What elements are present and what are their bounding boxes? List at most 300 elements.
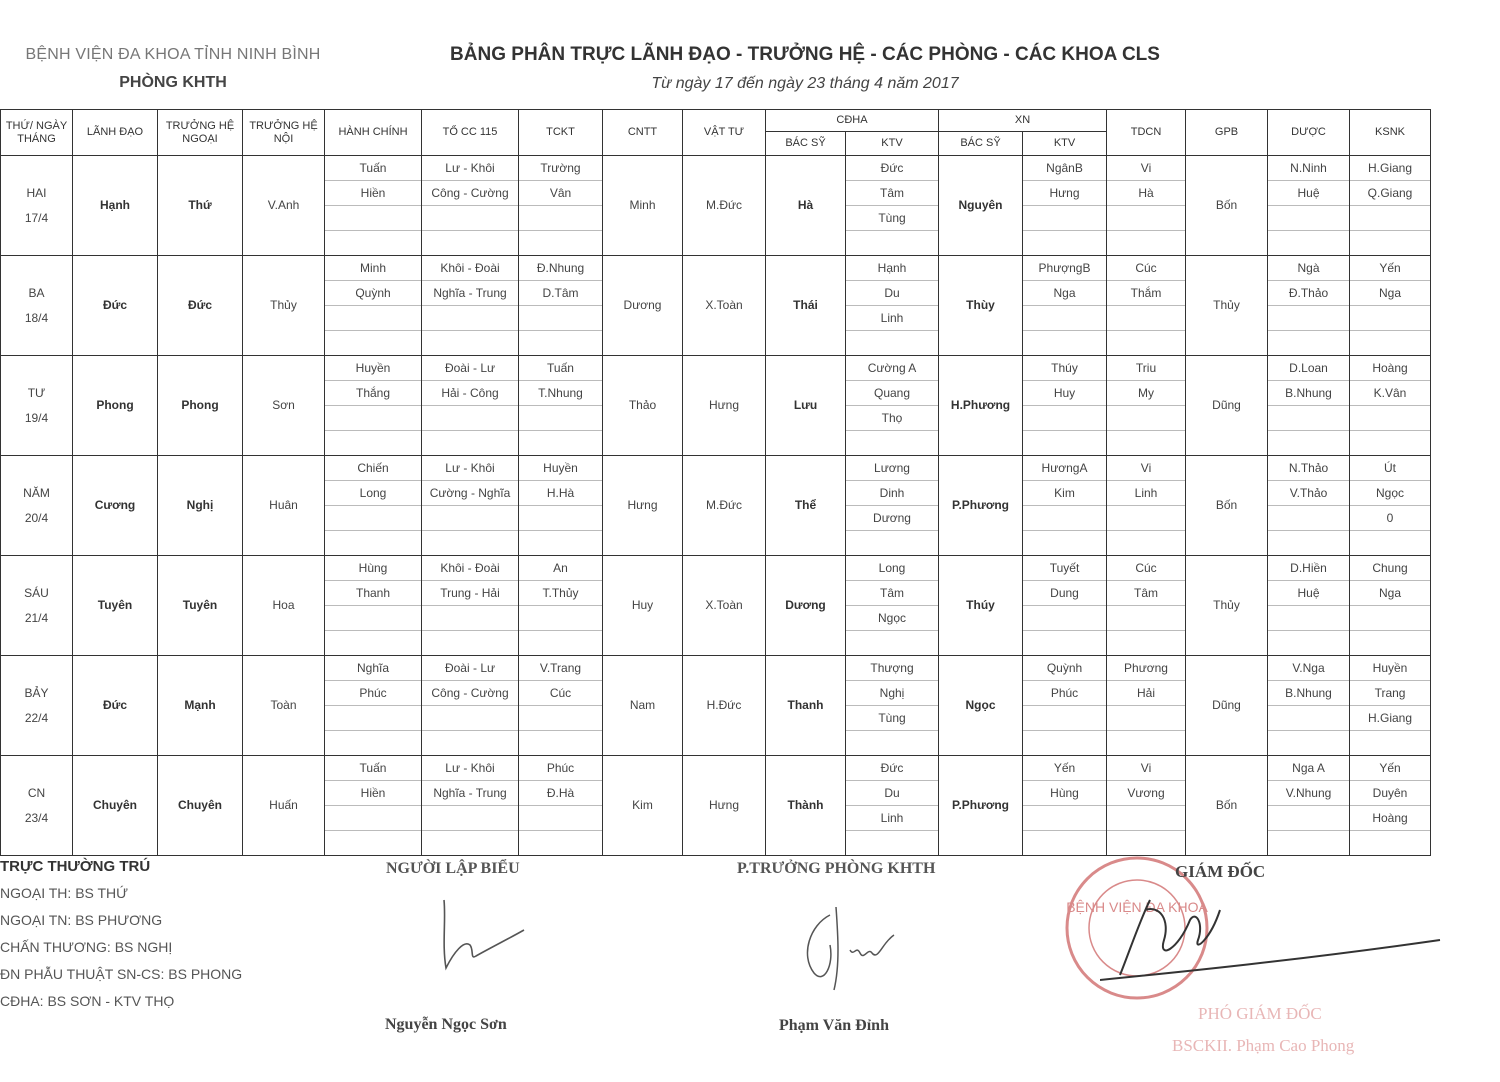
cell-tckt bbox=[519, 756, 603, 856]
admin-line: Nghĩa bbox=[325, 656, 421, 681]
tdcn-line bbox=[1107, 506, 1185, 531]
cell-cdha_ktv bbox=[846, 556, 939, 656]
resident-duty-item: CĐHA: BS SƠN - KTV THỌ bbox=[0, 993, 175, 1009]
ksnk-line: H.Giang bbox=[1350, 156, 1430, 181]
ksnk-line-empty bbox=[1350, 431, 1430, 455]
day-label: NĂM bbox=[23, 485, 50, 500]
ksnk-line-empty bbox=[1350, 631, 1430, 655]
document-header bbox=[420, 44, 1190, 93]
duoc-line: B.Nhung bbox=[1268, 381, 1349, 406]
cell-cdha_doctor bbox=[766, 256, 846, 356]
cell-head_outer bbox=[158, 556, 243, 656]
tckt-line: Vân bbox=[519, 181, 602, 206]
admin-line-empty bbox=[325, 531, 421, 555]
cc115-line: Công - Cường bbox=[422, 181, 518, 206]
cell-cdha_doctor bbox=[766, 156, 846, 256]
col-tdcn: TDCN bbox=[1107, 110, 1186, 156]
cell-xn_ktv bbox=[1023, 156, 1107, 256]
deputy-head-title: P.TRƯỞNG PHÒNG KHTH bbox=[737, 860, 936, 877]
cell-cdha_ktv bbox=[846, 356, 939, 456]
cell-tdcn bbox=[1107, 556, 1186, 656]
gpb-value: Bốn bbox=[1215, 198, 1238, 212]
tckt-line bbox=[519, 606, 602, 631]
ksnk-line-empty bbox=[1350, 231, 1430, 255]
cell-duoc bbox=[1268, 356, 1350, 456]
cdha_ktv-line: Thượng bbox=[846, 656, 938, 681]
cdha_doctor-value: Thể bbox=[794, 498, 817, 512]
director-signature bbox=[1100, 880, 1450, 990]
admin-line-empty bbox=[325, 831, 421, 855]
cell-tckt bbox=[519, 156, 603, 256]
tdcn-line: Cúc bbox=[1107, 556, 1185, 581]
cell-tdcn bbox=[1107, 356, 1186, 456]
cdha_ktv-line: Đức bbox=[846, 756, 938, 781]
ksnk-line: Ngọc bbox=[1350, 481, 1430, 506]
gpb-value: Thủy bbox=[1213, 298, 1240, 312]
cell-cdha_doctor bbox=[766, 556, 846, 656]
cell-gpb bbox=[1186, 156, 1268, 256]
table-row bbox=[1, 156, 1431, 256]
cell-cc115 bbox=[422, 456, 519, 556]
duoc-line: N.Thảo bbox=[1268, 456, 1349, 481]
cell-gpb bbox=[1186, 356, 1268, 456]
tckt-line-empty bbox=[519, 631, 602, 655]
cell-duoc bbox=[1268, 156, 1350, 256]
cdha_ktv-line-empty bbox=[846, 631, 938, 655]
duoc-line: N.Ninh bbox=[1268, 156, 1349, 181]
duoc-line bbox=[1268, 206, 1349, 231]
table-row bbox=[1, 256, 1431, 356]
tdcn-line: Triu bbox=[1107, 356, 1185, 381]
cell-vattu bbox=[683, 456, 766, 556]
vice-director-title: PHÓ GIÁM ĐỐC bbox=[1198, 1004, 1322, 1023]
tdcn-line bbox=[1107, 306, 1185, 331]
cdha_ktv-line: Long bbox=[846, 556, 938, 581]
duoc-line-empty bbox=[1268, 431, 1349, 455]
ksnk-line bbox=[1350, 406, 1430, 431]
xn_doctor-value: H.Phương bbox=[950, 398, 1011, 412]
cell-xn_ktv bbox=[1023, 656, 1107, 756]
col-gpb: GPB bbox=[1186, 110, 1268, 156]
duoc-line: Đ.Thảo bbox=[1268, 281, 1349, 306]
col-xn-ktv: KTV bbox=[1023, 132, 1107, 156]
cdha_ktv-line: Du bbox=[846, 281, 938, 306]
cell-xn_ktv bbox=[1023, 556, 1107, 656]
col-leader: LÃNH ĐẠO bbox=[73, 110, 158, 156]
ksnk-line: Huyền bbox=[1350, 656, 1430, 681]
cell-cdha_doctor bbox=[766, 456, 846, 556]
xn_ktv-line bbox=[1023, 406, 1106, 431]
head_inner-value: Huân bbox=[269, 498, 298, 512]
admin-line bbox=[325, 706, 421, 731]
xn_ktv-line: Quỳnh bbox=[1023, 656, 1106, 681]
cell-xn_doctor bbox=[939, 656, 1023, 756]
cell-duoc bbox=[1268, 656, 1350, 756]
cell-cntt bbox=[603, 356, 683, 456]
head_outer-value: Đức bbox=[187, 298, 213, 312]
tckt-line-empty bbox=[519, 431, 602, 455]
cell-cc115 bbox=[422, 756, 519, 856]
cc115-line bbox=[422, 506, 518, 531]
cdha_ktv-line: Tùng bbox=[846, 206, 938, 231]
vice-director-name: BSCKII. Phạm Cao Phong bbox=[1172, 1036, 1355, 1055]
leader-value: Hạnh bbox=[100, 198, 130, 212]
duoc-line bbox=[1268, 506, 1349, 531]
cdha_ktv-line: Linh bbox=[846, 306, 938, 331]
cell-day bbox=[1, 756, 73, 856]
admin-line: Hiền bbox=[325, 781, 421, 806]
cc115-line-empty bbox=[422, 631, 518, 655]
tdcn-line bbox=[1107, 706, 1185, 731]
table-row bbox=[1, 556, 1431, 656]
cc115-line: Khôi - Đoài bbox=[422, 256, 518, 281]
head_inner-value: Huấn bbox=[269, 798, 298, 812]
cntt-value: Huy bbox=[631, 598, 654, 612]
day-label: HAI bbox=[26, 185, 47, 200]
cell-admin bbox=[325, 556, 422, 656]
tckt-line: Tuấn bbox=[519, 356, 602, 381]
duoc-line: V.Thảo bbox=[1268, 481, 1349, 506]
cell-ksnk bbox=[1350, 456, 1431, 556]
cell-xn_ktv bbox=[1023, 456, 1107, 556]
admin-line bbox=[325, 306, 421, 331]
cell-cdha_ktv bbox=[846, 656, 939, 756]
cell-leader bbox=[73, 356, 158, 456]
vattu-value: Hưng bbox=[708, 798, 740, 812]
xn_ktv-line: Tuyết bbox=[1023, 556, 1106, 581]
hospital-name: BỆNH VIỆN ĐA KHOA TỈNH NINH BÌNH bbox=[25, 46, 321, 63]
tdcn-line: Tâm bbox=[1107, 581, 1185, 606]
admin-line bbox=[325, 506, 421, 531]
col-ksnk: KSNK bbox=[1350, 110, 1431, 156]
col-head-inner: TRƯỞNG HỆ NỘI bbox=[243, 110, 325, 156]
tckt-line-empty bbox=[519, 331, 602, 355]
ksnk-line-empty bbox=[1350, 331, 1430, 355]
resident-duty-block bbox=[0, 858, 360, 1015]
tckt-line: T.Thủy bbox=[519, 581, 602, 606]
table-row bbox=[1, 356, 1431, 456]
xn_ktv-line: Hưng bbox=[1023, 181, 1106, 206]
cdha_ktv-line: Lương bbox=[846, 456, 938, 481]
admin-line: Hùng bbox=[325, 556, 421, 581]
tdcn-line: Vi bbox=[1107, 756, 1185, 781]
leader-value: Cương bbox=[94, 498, 136, 512]
cdha_ktv-line: Tâm bbox=[846, 581, 938, 606]
tckt-line-empty bbox=[519, 731, 602, 755]
xn_ktv-line-empty bbox=[1023, 231, 1106, 255]
cell-gpb bbox=[1186, 756, 1268, 856]
cc115-line: Nghĩa - Trung bbox=[422, 281, 518, 306]
cell-head_outer bbox=[158, 256, 243, 356]
duoc-line: V.Nhung bbox=[1268, 781, 1349, 806]
date-label: 21/4 bbox=[24, 610, 49, 625]
gpb-value: Dũng bbox=[1212, 698, 1241, 712]
cdha_ktv-line-empty bbox=[846, 331, 938, 355]
duoc-line: D.Hiền bbox=[1268, 556, 1349, 581]
date-label: 20/4 bbox=[24, 510, 49, 525]
col-xn-doctor: BÁC SỸ bbox=[939, 132, 1023, 156]
cc115-line: Trung - Hải bbox=[422, 581, 518, 606]
tdcn-line: Hải bbox=[1107, 681, 1185, 706]
col-vattu: VẬT TƯ bbox=[683, 110, 766, 156]
cell-gpb bbox=[1186, 456, 1268, 556]
cell-head_outer bbox=[158, 756, 243, 856]
cdha_ktv-line: Du bbox=[846, 781, 938, 806]
cell-xn_ktv bbox=[1023, 256, 1107, 356]
tckt-line bbox=[519, 306, 602, 331]
cell-head_inner bbox=[243, 456, 325, 556]
tdcn-line: My bbox=[1107, 381, 1185, 406]
tdcn-line: Linh bbox=[1107, 481, 1185, 506]
tdcn-line: Vi bbox=[1107, 456, 1185, 481]
cell-cdha_doctor bbox=[766, 756, 846, 856]
gpb-value: Dũng bbox=[1212, 398, 1241, 412]
xn_ktv-line bbox=[1023, 506, 1106, 531]
cell-admin bbox=[325, 156, 422, 256]
ksnk-line: K.Vân bbox=[1350, 381, 1430, 406]
duoc-line: D.Loan bbox=[1268, 356, 1349, 381]
duoc-line-empty bbox=[1268, 731, 1349, 755]
head_inner-value: V.Anh bbox=[267, 198, 300, 212]
deputy-head-name: Phạm Văn Đỉnh bbox=[779, 1017, 889, 1034]
table-header bbox=[1, 110, 1431, 156]
head_outer-value: Tuyên bbox=[182, 598, 218, 612]
document-title: BẢNG PHÂN TRỰC LÃNH ĐẠO - TRƯỞNG HỆ - CÁC PHÒNG - CÁC KHOA CLS bbox=[450, 44, 1160, 65]
tdcn-line bbox=[1107, 406, 1185, 431]
xn_ktv-line: HươngA bbox=[1023, 456, 1106, 481]
deputy-head-signature bbox=[790, 895, 930, 995]
cell-cdha_ktv bbox=[846, 156, 939, 256]
tdcn-line-empty bbox=[1107, 331, 1185, 355]
duoc-line bbox=[1268, 606, 1349, 631]
leader-value: Đức bbox=[102, 298, 128, 312]
gpb-value: Bốn bbox=[1215, 798, 1238, 812]
vattu-value: M.Đức bbox=[705, 498, 743, 512]
cell-cc115 bbox=[422, 256, 519, 356]
cdha_ktv-line-empty bbox=[846, 731, 938, 755]
cell-tckt bbox=[519, 456, 603, 556]
xn_ktv-line: Hùng bbox=[1023, 781, 1106, 806]
cc115-line-empty bbox=[422, 331, 518, 355]
head_outer-value: Phong bbox=[181, 398, 219, 412]
tckt-line: Đ.Hà bbox=[519, 781, 602, 806]
cell-admin bbox=[325, 656, 422, 756]
ksnk-line: Hoàng bbox=[1350, 356, 1430, 381]
tdcn-line bbox=[1107, 606, 1185, 631]
tckt-line-empty bbox=[519, 531, 602, 555]
cell-leader bbox=[73, 756, 158, 856]
date-label: 22/4 bbox=[24, 710, 49, 725]
document-subtitle: Từ ngày 17 đến ngày 23 tháng 4 năm 2017 bbox=[651, 75, 959, 92]
department-name: PHÒNG KHTH bbox=[119, 74, 227, 91]
cell-head_outer bbox=[158, 456, 243, 556]
cdha_ktv-line-empty bbox=[846, 231, 938, 255]
xn_ktv-line bbox=[1023, 206, 1106, 231]
cell-head_inner bbox=[243, 556, 325, 656]
preparer-name: Nguyễn Ngọc Sơn bbox=[385, 1016, 507, 1033]
ksnk-line-empty bbox=[1350, 531, 1430, 555]
resident-duty-title: TRỰC THƯỜNG TRÚ bbox=[0, 858, 151, 875]
cdha_ktv-line: Dương bbox=[846, 506, 938, 531]
cell-cntt bbox=[603, 456, 683, 556]
cell-tdcn bbox=[1107, 656, 1186, 756]
day-label: BẢY bbox=[24, 685, 49, 700]
head_outer-value: Mạnh bbox=[184, 698, 216, 712]
xn_doctor-value: P.Phương bbox=[952, 498, 1010, 512]
date-label: 18/4 bbox=[24, 310, 49, 325]
tdcn-line-empty bbox=[1107, 531, 1185, 555]
cell-day bbox=[1, 456, 73, 556]
cdha_ktv-line: Tâm bbox=[846, 181, 938, 206]
duoc-line-empty bbox=[1268, 231, 1349, 255]
cc115-line: Nghĩa - Trung bbox=[422, 781, 518, 806]
duoc-line-empty bbox=[1268, 531, 1349, 555]
admin-line: Long bbox=[325, 481, 421, 506]
head_outer-value: Chuyên bbox=[177, 798, 222, 812]
xn_doctor-value: Thùy bbox=[966, 298, 995, 312]
xn_ktv-line bbox=[1023, 806, 1106, 831]
cdha_ktv-line: Quang bbox=[846, 381, 938, 406]
table-row bbox=[1, 756, 1431, 856]
admin-line: Minh bbox=[325, 256, 421, 281]
cell-cc115 bbox=[422, 556, 519, 656]
vattu-value: M.Đức bbox=[705, 198, 743, 212]
admin-line: Tuấn bbox=[325, 756, 421, 781]
gpb-value: Bốn bbox=[1215, 498, 1238, 512]
day-label: BA bbox=[28, 285, 45, 300]
ksnk-line: Yến bbox=[1350, 756, 1430, 781]
col-cdha: CĐHA bbox=[766, 110, 939, 132]
cc115-line: Công - Cường bbox=[422, 681, 518, 706]
cell-head_outer bbox=[158, 156, 243, 256]
day-label: SÁU bbox=[24, 585, 49, 600]
tdcn-line: Hà bbox=[1107, 181, 1185, 206]
resident-duty-item: CHẤN THƯƠNG: BS NGHỊ bbox=[0, 939, 173, 955]
vattu-value: X.Toàn bbox=[705, 598, 743, 612]
cc115-line bbox=[422, 706, 518, 731]
cell-vattu bbox=[683, 556, 766, 656]
cell-duoc bbox=[1268, 556, 1350, 656]
tckt-line: H.Hà bbox=[519, 481, 602, 506]
tdcn-line-empty bbox=[1107, 631, 1185, 655]
duoc-line: V.Nga bbox=[1268, 656, 1349, 681]
ksnk-line: Q.Giang bbox=[1350, 181, 1430, 206]
cell-tdcn bbox=[1107, 456, 1186, 556]
tckt-line bbox=[519, 506, 602, 531]
tckt-line bbox=[519, 206, 602, 231]
cell-leader bbox=[73, 456, 158, 556]
cell-tckt bbox=[519, 556, 603, 656]
cell-cntt bbox=[603, 556, 683, 656]
xn_ktv-line: Thúy bbox=[1023, 356, 1106, 381]
cc115-line-empty bbox=[422, 431, 518, 455]
xn_ktv-line: Yến bbox=[1023, 756, 1106, 781]
ksnk-line bbox=[1350, 606, 1430, 631]
cc115-line bbox=[422, 606, 518, 631]
xn_ktv-line-empty bbox=[1023, 331, 1106, 355]
cntt-value: Hưng bbox=[627, 498, 658, 512]
cell-admin bbox=[325, 256, 422, 356]
xn_ktv-line: Nga bbox=[1023, 281, 1106, 306]
duoc-line: Huệ bbox=[1268, 581, 1349, 606]
cell-ksnk bbox=[1350, 656, 1431, 756]
col-day: THỨ/ NGÀY THÁNG bbox=[1, 110, 73, 156]
xn_doctor-value: P.Phương bbox=[952, 798, 1010, 812]
xn_ktv-line: Phúc bbox=[1023, 681, 1106, 706]
tdcn-line-empty bbox=[1107, 231, 1185, 255]
tckt-line bbox=[519, 706, 602, 731]
cc115-line bbox=[422, 406, 518, 431]
duoc-line-empty bbox=[1268, 331, 1349, 355]
cdha_ktv-line-empty bbox=[846, 831, 938, 855]
cdha_doctor-value: Dương bbox=[785, 598, 826, 612]
cell-cc115 bbox=[422, 156, 519, 256]
admin-line: Huyền bbox=[325, 356, 421, 381]
cdha_ktv-line: Tùng bbox=[846, 706, 938, 731]
preparer-signature bbox=[430, 890, 540, 980]
cc115-line-empty bbox=[422, 831, 518, 855]
cell-ksnk bbox=[1350, 256, 1431, 356]
table-body bbox=[1, 156, 1431, 856]
cell-duoc bbox=[1268, 256, 1350, 356]
resident-duty-item: NGOẠI TH: BS THỨ bbox=[0, 885, 129, 901]
xn_ktv-line-empty bbox=[1023, 631, 1106, 655]
cc115-line: Hải - Công bbox=[422, 381, 518, 406]
tdcn-line bbox=[1107, 206, 1185, 231]
cdha_ktv-line: Dinh bbox=[846, 481, 938, 506]
tckt-line: An bbox=[519, 556, 602, 581]
tdcn-line bbox=[1107, 806, 1185, 831]
cell-gpb bbox=[1186, 556, 1268, 656]
ksnk-line: Duyên bbox=[1350, 781, 1430, 806]
tckt-line bbox=[519, 406, 602, 431]
cell-cdha_doctor bbox=[766, 356, 846, 456]
leader-value: Đức bbox=[102, 698, 128, 712]
cell-cdha_ktv bbox=[846, 756, 939, 856]
cc115-line-empty bbox=[422, 531, 518, 555]
cell-ksnk bbox=[1350, 356, 1431, 456]
cell-cc115 bbox=[422, 656, 519, 756]
xn_doctor-value: Thúy bbox=[966, 598, 995, 612]
cdha_doctor-value: Hà bbox=[797, 198, 814, 212]
tckt-line: Phúc bbox=[519, 756, 602, 781]
tckt-line bbox=[519, 806, 602, 831]
col-tckt: TCKT bbox=[519, 110, 603, 156]
cell-tdcn bbox=[1107, 256, 1186, 356]
cc115-line bbox=[422, 806, 518, 831]
ksnk-line: Nga bbox=[1350, 281, 1430, 306]
cc115-line bbox=[422, 306, 518, 331]
cell-xn_ktv bbox=[1023, 756, 1107, 856]
cell-xn_doctor bbox=[939, 556, 1023, 656]
cell-leader bbox=[73, 556, 158, 656]
cell-xn_doctor bbox=[939, 456, 1023, 556]
cntt-value: Nam bbox=[629, 698, 656, 712]
admin-line: Thanh bbox=[325, 581, 421, 606]
leader-value: Tuyên bbox=[97, 598, 133, 612]
col-cdha-ktv: KTV bbox=[846, 132, 939, 156]
tckt-line: Cúc bbox=[519, 681, 602, 706]
xn_doctor-value: Nguyên bbox=[958, 198, 1003, 212]
cell-xn_doctor bbox=[939, 756, 1023, 856]
cell-xn_doctor bbox=[939, 356, 1023, 456]
xn_ktv-line: Dung bbox=[1023, 581, 1106, 606]
cdha_doctor-value: Thái bbox=[793, 298, 818, 312]
cell-cdha_ktv bbox=[846, 256, 939, 356]
cc115-line: Khôi - Đoài bbox=[422, 556, 518, 581]
duoc-line bbox=[1268, 706, 1349, 731]
cell-day bbox=[1, 256, 73, 356]
